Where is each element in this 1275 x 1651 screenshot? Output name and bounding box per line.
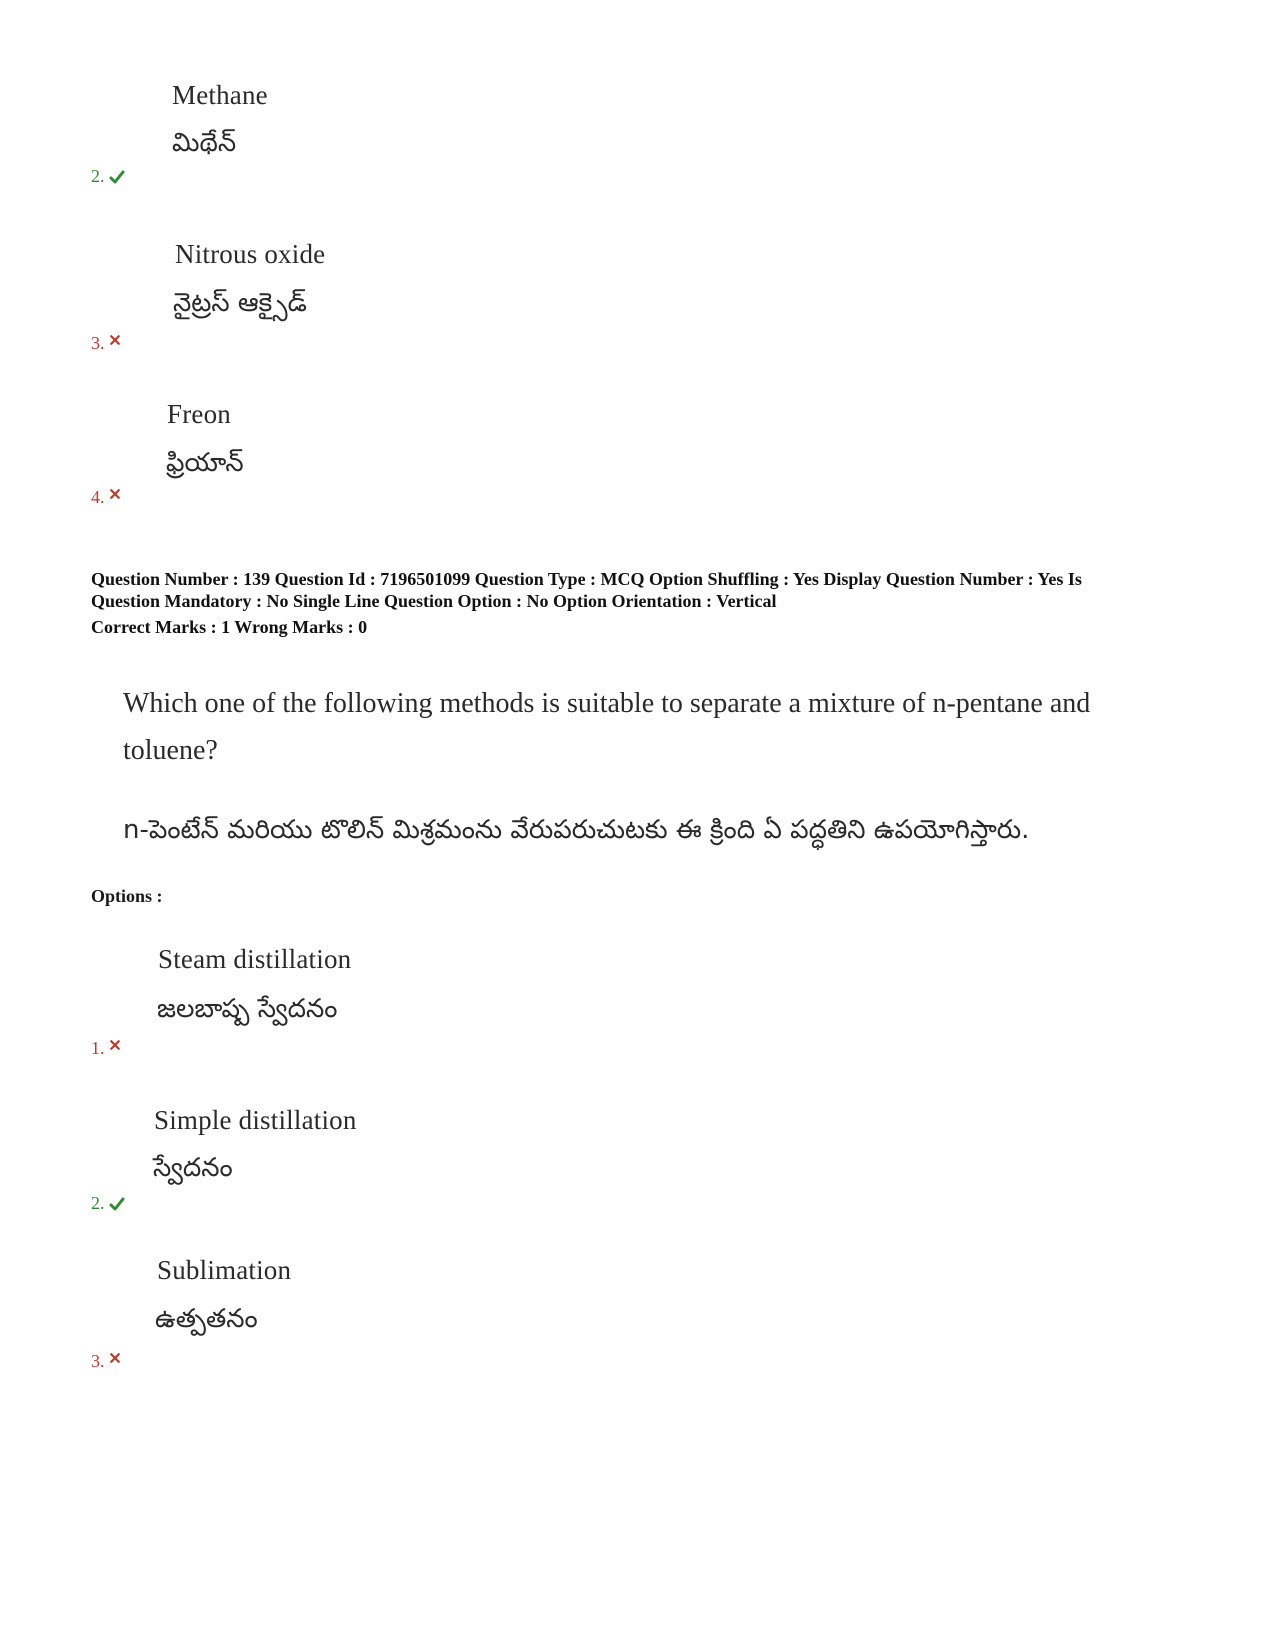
question-meta-line2: Question Mandatory : No Single Line Question Option : No Option Orientation : Vertical bbox=[91, 591, 777, 611]
option-number: 3. bbox=[91, 333, 105, 353]
option-marker-wrong bbox=[91, 1351, 121, 1372]
question-text-english-line1: Which one of the following methods is suitable to separate a mixture of n-pentane and bbox=[123, 688, 1091, 719]
option-telugu-text: నైట్రస్ ఆక్సైడ్ bbox=[173, 288, 307, 318]
option-marker-correct bbox=[91, 1193, 125, 1214]
option-marker-wrong bbox=[91, 333, 121, 354]
option-english-text: Freon bbox=[167, 399, 231, 429]
question-text-english-line2: toluene? bbox=[123, 735, 218, 766]
cross-icon bbox=[109, 334, 121, 346]
option-number: 1. bbox=[91, 1038, 105, 1058]
check-icon bbox=[109, 1196, 125, 1212]
option-english-text: Simple distillation bbox=[154, 1105, 357, 1135]
question-meta-line1: Question Number : 139 Question Id : 7196501099 Question Type : MCQ Option Shuffling : Yes Display Question Number : Yes Is bbox=[91, 569, 1082, 589]
option-telugu-text: జలబాష్ప స్వేదనం bbox=[157, 994, 338, 1024]
option-english-text: Methane bbox=[172, 80, 268, 110]
option-number: 2. bbox=[91, 1193, 105, 1213]
option-english-text: Nitrous oxide bbox=[175, 239, 326, 269]
option-number: 3. bbox=[91, 1351, 105, 1371]
option-number: 2. bbox=[91, 166, 105, 186]
option-marker-correct bbox=[91, 166, 125, 187]
cross-icon bbox=[109, 488, 121, 500]
option-english-text: Steam distillation bbox=[158, 944, 352, 974]
check-icon bbox=[109, 169, 125, 185]
option-marker-wrong bbox=[91, 487, 121, 508]
option-telugu-text: మిథేన్ bbox=[172, 128, 237, 158]
cross-icon bbox=[109, 1352, 121, 1364]
question-text-telugu: n-పెంటేన్ మరియు టొలిన్ మిశ్రమంను వేరుపరుచుటకు ఈ క్రింది ఏ పద్ధతిని ఉపయోగిస్తారు. bbox=[123, 815, 1030, 845]
option-telugu-text: ఉత్పతనం bbox=[155, 1304, 258, 1334]
option-english-text: Sublimation bbox=[157, 1255, 292, 1285]
option-number: 4. bbox=[91, 487, 105, 507]
option-marker-wrong bbox=[91, 1038, 121, 1059]
question-marks: Correct Marks : 1 Wrong Marks : 0 bbox=[91, 617, 368, 637]
option-telugu-text: స్వేదనం bbox=[153, 1153, 233, 1183]
option-telugu-text: ఫ్రియాన్ bbox=[166, 448, 244, 478]
options-label: Options : bbox=[91, 886, 163, 906]
cross-icon bbox=[109, 1039, 121, 1051]
